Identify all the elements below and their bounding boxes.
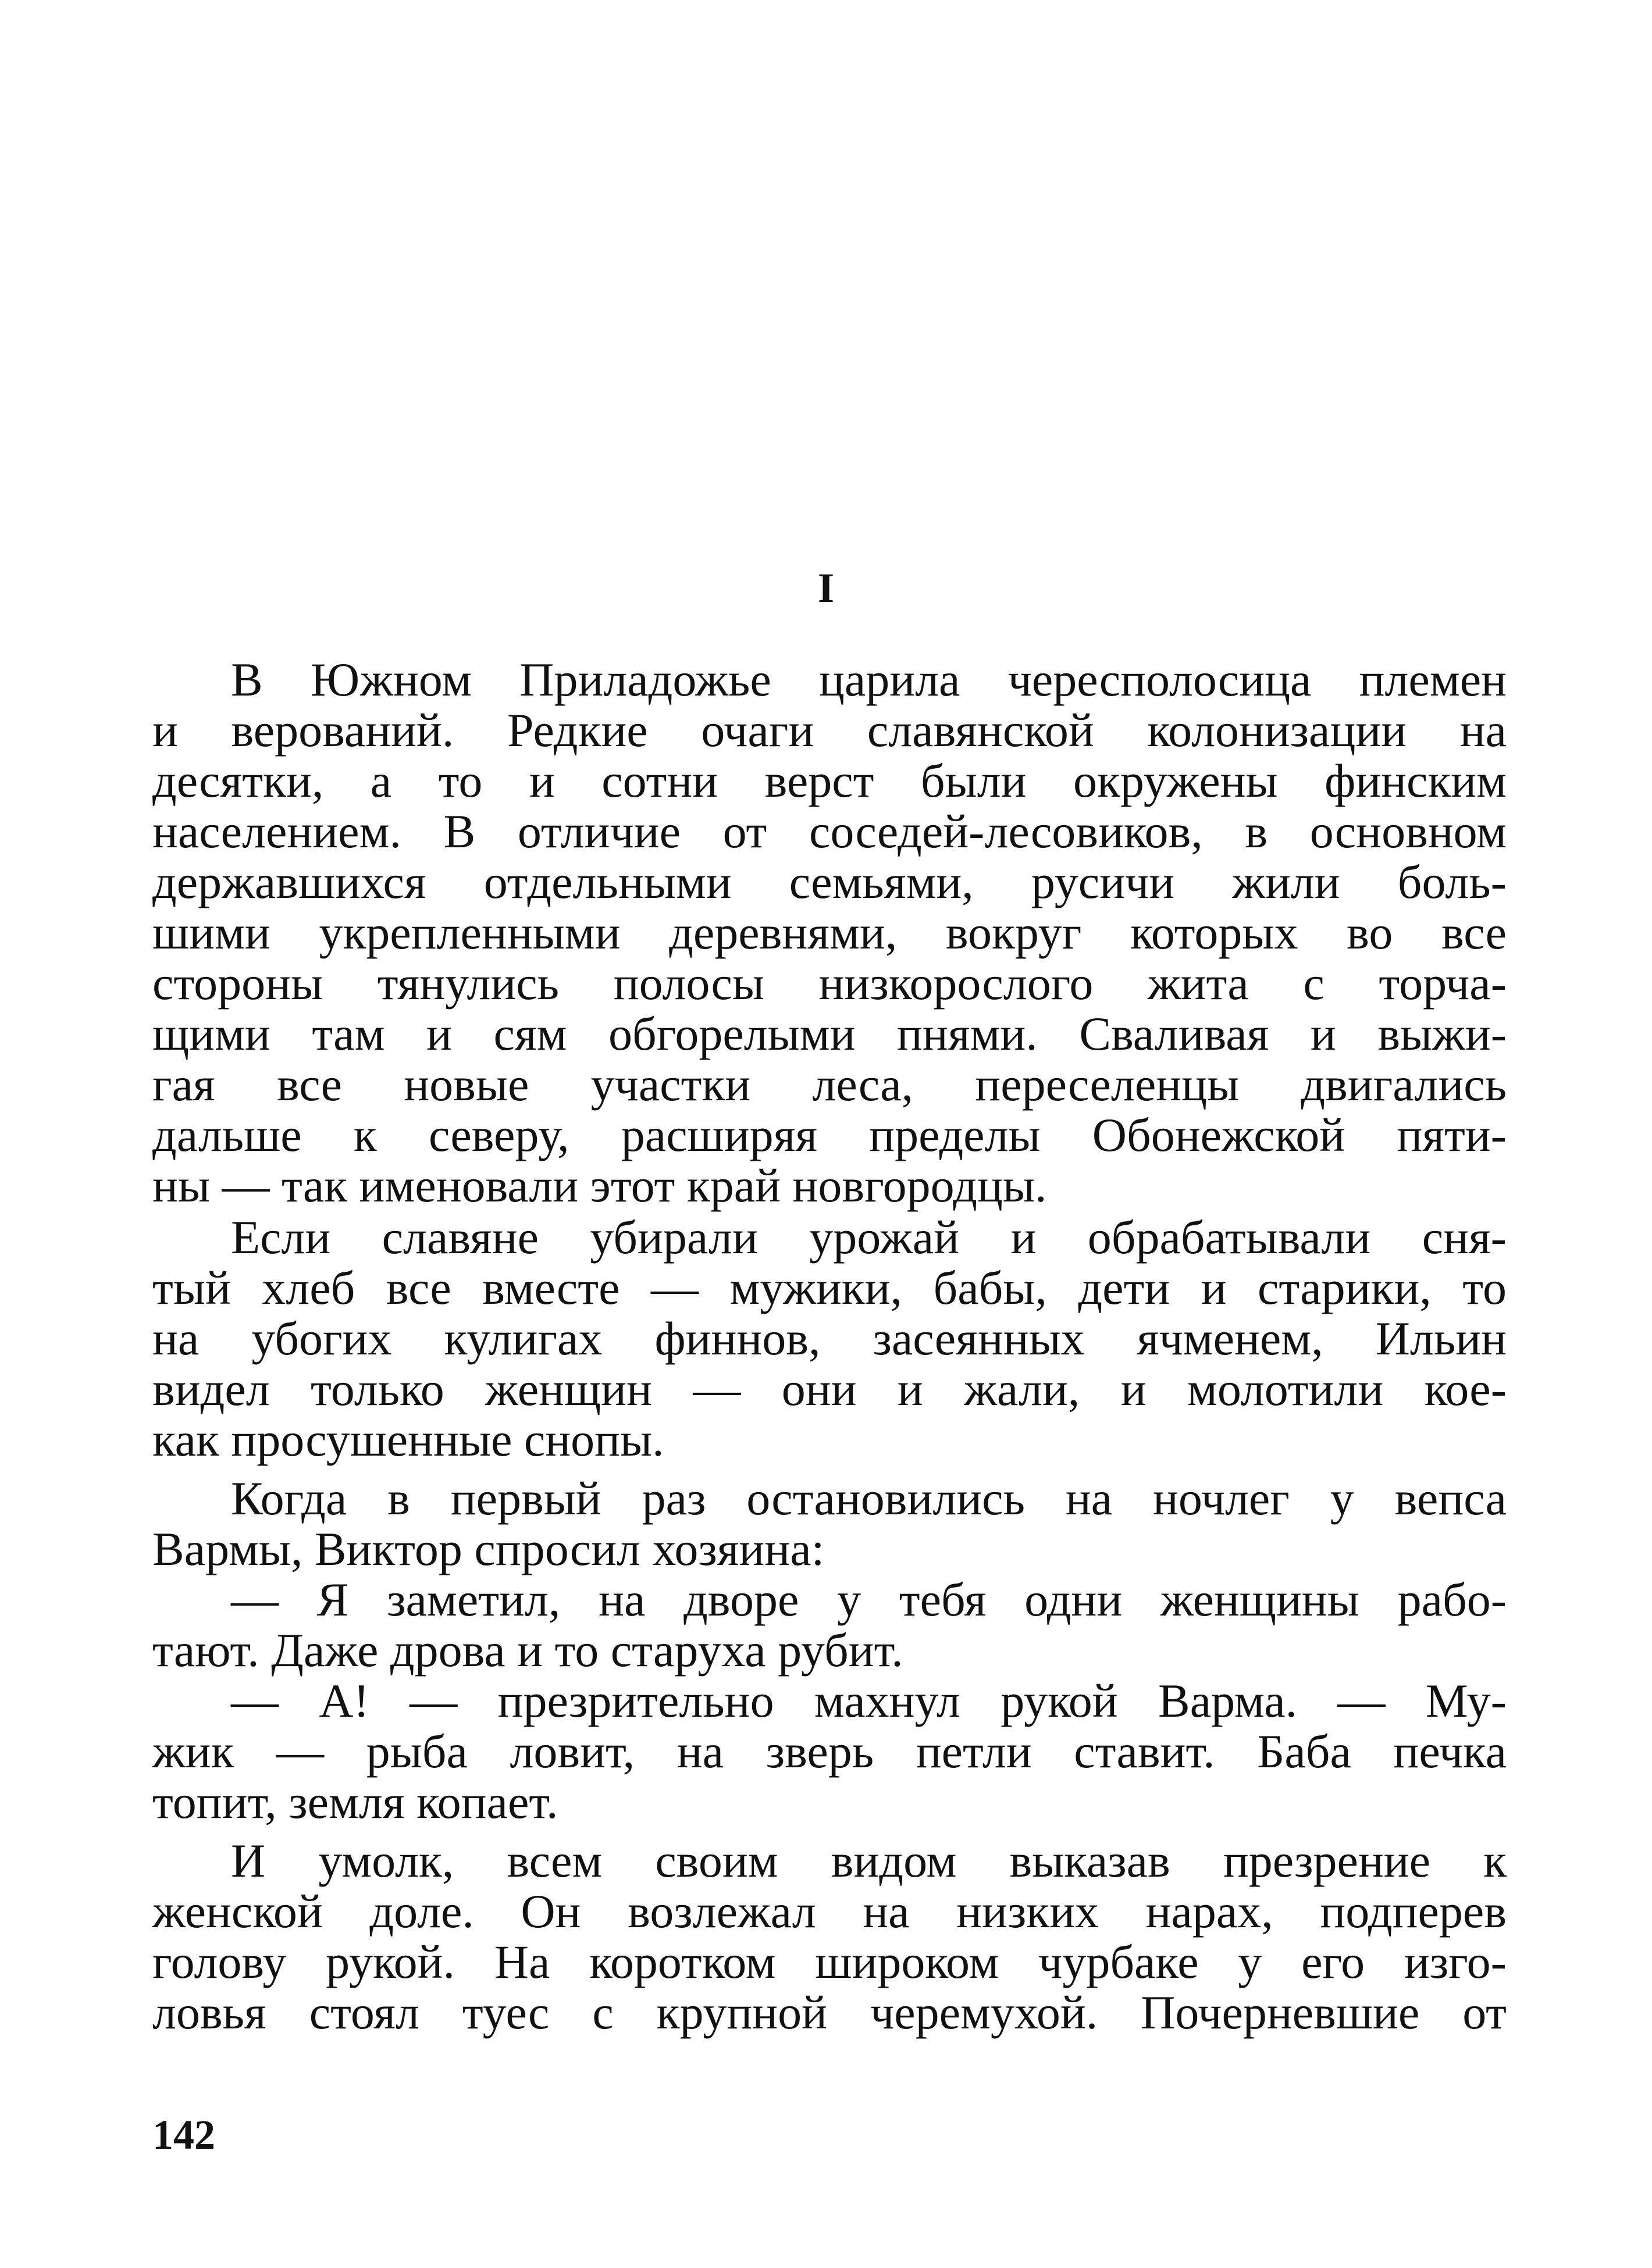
paragraph bbox=[152, 1835, 1507, 2038]
text-line: топит, земля копает. bbox=[152, 1775, 558, 1828]
text-line: видел только женщин — они и жали, и молотили кое- bbox=[152, 1363, 1507, 1415]
paragraph bbox=[152, 654, 1507, 1211]
text-line: тый хлеб все вместе — мужики, бабы, дети и старики, то bbox=[152, 1261, 1507, 1314]
text-line: ны — так именовали этот край новгородцы. bbox=[152, 1159, 1047, 1212]
text-line: — А! — презрительно махнул рукой Варма. — Му- bbox=[231, 1674, 1507, 1727]
text-line: Вармы, Виктор спросил хозяина: bbox=[152, 1522, 825, 1575]
body-text bbox=[152, 654, 1507, 2038]
text-line: десятки, а то и сотни верст были окружены финским bbox=[152, 754, 1507, 807]
text-line: Если славяне убирали урожай и обрабатывали сня- bbox=[231, 1211, 1507, 1264]
text-line: И умолк, всем своим видом выказав презрение к bbox=[231, 1834, 1507, 1887]
text-line: дальше к северу, расширяя пределы Обонежской пяти- bbox=[152, 1108, 1507, 1161]
text-line: как просушенные снопы. bbox=[152, 1413, 664, 1466]
paragraph bbox=[152, 1212, 1507, 1465]
text-line: — Я заметил, на дворе у тебя одни женщины рабо- bbox=[231, 1573, 1507, 1626]
text-line: державшихся отдельными семьями, русичи жили боль- bbox=[152, 855, 1507, 908]
text-line: В Южном Приладожье царила чересполосица племен bbox=[231, 653, 1507, 706]
paragraph bbox=[152, 1473, 1507, 1574]
text-line: населением. В отличие от соседей-лесовиков, в основном bbox=[152, 805, 1507, 858]
text-line: женской доле. Он возлежал на низких нарах, подперев bbox=[152, 1885, 1507, 1938]
text-line: на убогих кулигах финнов, засеянных ячменем, Ильин bbox=[152, 1312, 1507, 1365]
text-line: стороны тянулись полосы низкорослого жита с торча- bbox=[152, 957, 1507, 1010]
text-line: жик — рыба ловит, на зверь петли ставит. Баба печка bbox=[152, 1725, 1507, 1778]
text-line: и верований. Редкие очаги славянской колонизации на bbox=[152, 704, 1507, 757]
dialogue-paragraph bbox=[152, 1574, 1507, 1675]
text-line: ловья стоял туес с крупной черемухой. Почерневшие от bbox=[152, 1986, 1507, 2039]
text-line: Когда в первый раз остановились на ночлег у вепса bbox=[231, 1472, 1507, 1525]
page-number: 142 bbox=[152, 2112, 215, 2158]
text-line: гая все новые участки леса, переселенцы двигались bbox=[152, 1058, 1507, 1111]
text-line: тают. Даже дрова и то старуха рубит. bbox=[152, 1624, 903, 1677]
chapter-number: I bbox=[817, 565, 835, 611]
text-line: шими укрепленными деревнями, вокруг которых во все bbox=[152, 906, 1507, 959]
dialogue-paragraph bbox=[152, 1675, 1507, 1827]
text-line: щими там и сям обгорелыми пнями. Сваливая и выжи- bbox=[152, 1007, 1507, 1060]
text-line: голову рукой. На коротком широком чурбаке у его изго- bbox=[152, 1935, 1507, 1988]
